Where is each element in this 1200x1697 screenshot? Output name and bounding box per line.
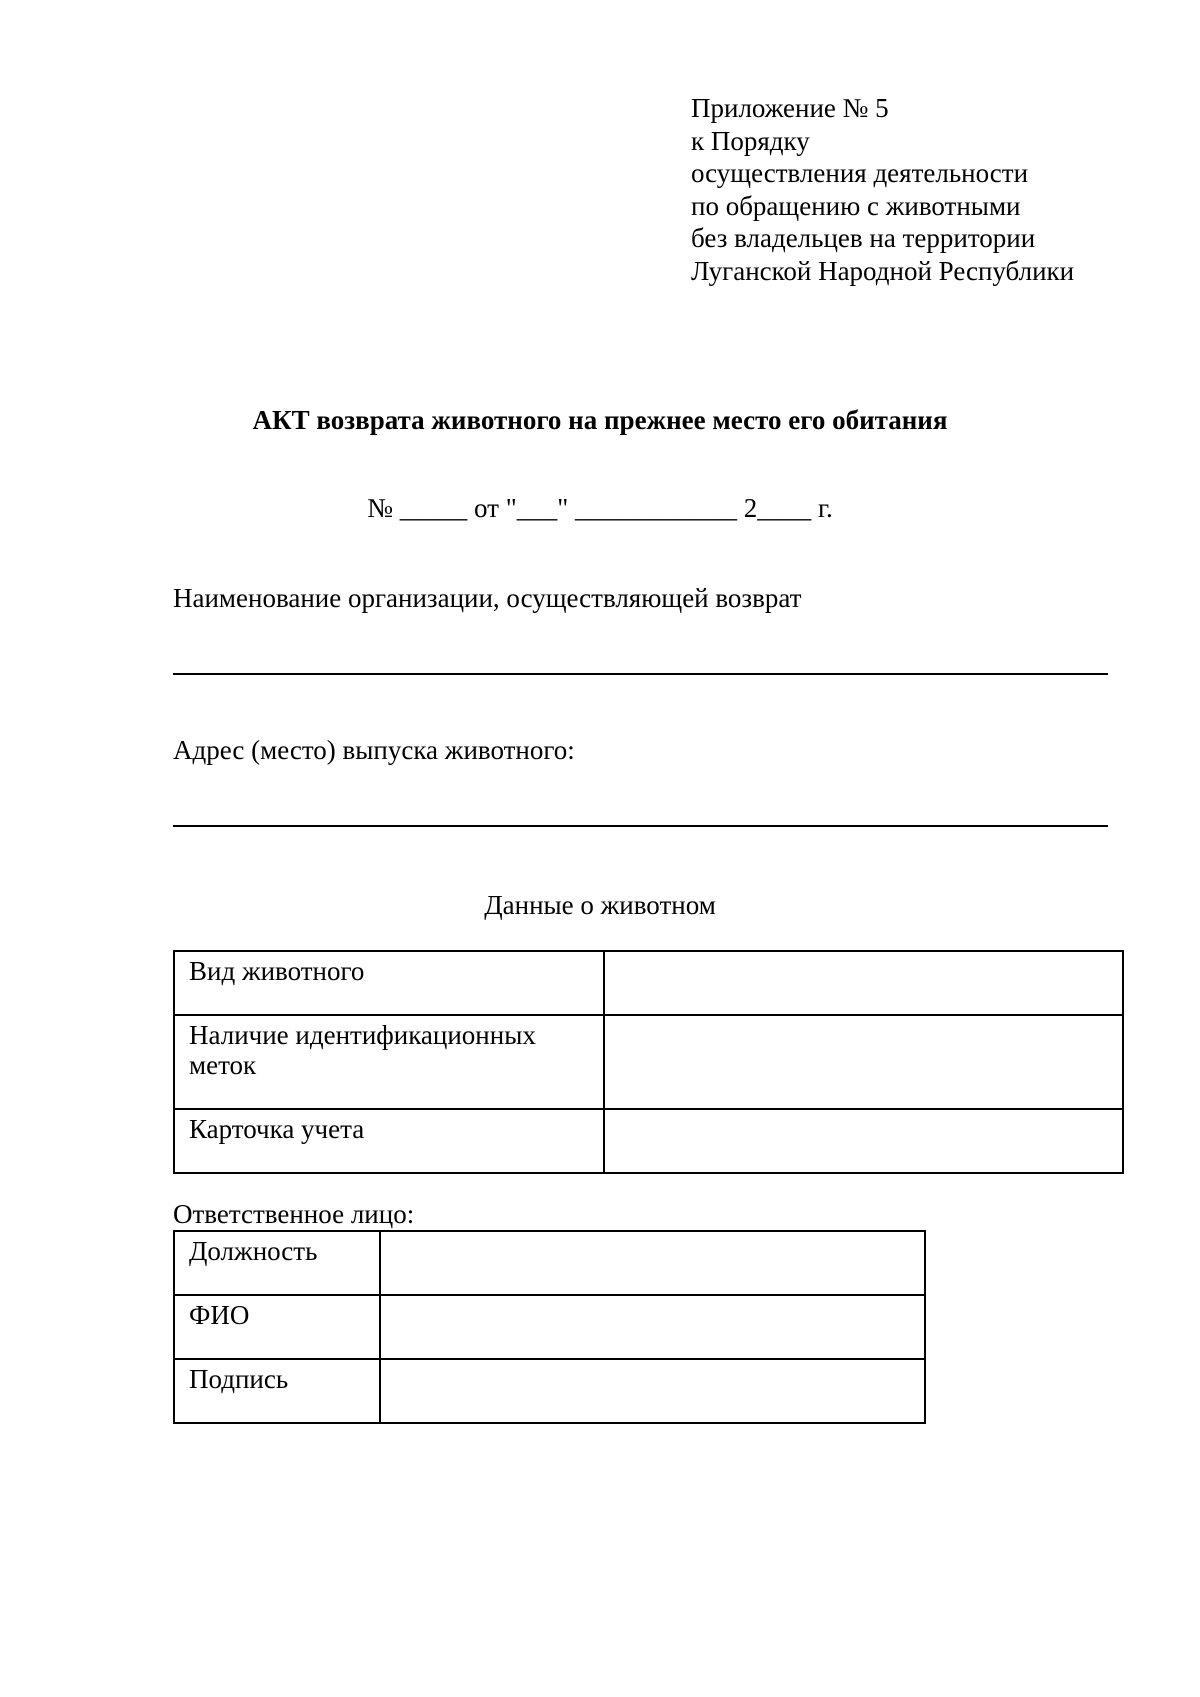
act-number-date-line: № _____ от "___" ____________ 2____ г. [367, 493, 833, 523]
organization-label: Наименование организации, осуществляющей возврат [173, 583, 802, 613]
identification-marks-value [604, 1015, 1123, 1109]
table-row [174, 1295, 925, 1359]
table-row [174, 1231, 925, 1295]
record-card-value [604, 1109, 1123, 1173]
appendix-line: Приложение № 5 [691, 93, 889, 123]
appendix-line: без владельцев на территории [691, 223, 1036, 253]
address-fill-line [173, 825, 1108, 827]
position-label: Должность [174, 1231, 380, 1295]
responsible-person-label: Ответственное лицо: [173, 1199, 415, 1229]
record-card-label: Карточка учета [174, 1109, 604, 1173]
signature-label: Подпись [174, 1359, 380, 1423]
responsible-person-table [173, 1230, 926, 1424]
animal-data-table [173, 950, 1124, 1174]
appendix-line: по обращению с животными [691, 190, 1021, 221]
appendix-line: Луганской Народной Республики [691, 255, 1075, 286]
animal-type-label: Вид животного [174, 951, 604, 1015]
appendix-header [691, 92, 1074, 287]
animal-type-value [604, 951, 1123, 1015]
full-name-value [380, 1295, 925, 1359]
full-name-label: ФИО [174, 1295, 380, 1359]
appendix-line: к Порядку [691, 125, 810, 156]
signature-value [380, 1359, 925, 1423]
table-row [174, 1359, 925, 1423]
address-label: Адрес (место) выпуска животного: [173, 735, 575, 765]
table-row [174, 951, 1123, 1015]
table-row [174, 1015, 1123, 1109]
organization-fill-line [173, 673, 1108, 675]
table-row [174, 1109, 1123, 1173]
position-value [380, 1231, 925, 1295]
appendix-line: осуществления деятельности [691, 158, 1029, 188]
identification-marks-label: Наличие идентификационных меток [174, 1015, 604, 1109]
animal-section-heading: Данные о животном [484, 890, 716, 920]
document-title: АКТ возврата животного на прежнее место его обитания [252, 405, 948, 435]
